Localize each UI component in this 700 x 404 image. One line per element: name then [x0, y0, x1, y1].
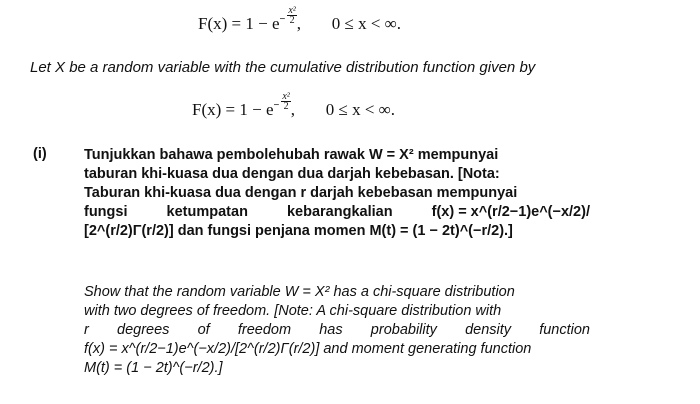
center-equation-exponent: $\frac{\text{x²}}{2}$ [282, 91, 290, 112]
english-line-4: f(x) = x^(r/2−1)e^(−x/2)/[2^(r/2)Γ(r/2)] and moment generating function [84, 341, 532, 357]
center-equation-range: 0 ≤ x < ∞. [325, 100, 396, 119]
english-line-1: Show that the random variable W = X² has a chi-square distribution [84, 284, 515, 300]
top-equation-lhs: F(x) = 1 − e [198, 14, 280, 33]
center-equation-lhs: F(x) = 1 − e [192, 100, 274, 119]
malay-line-4: fungsi ketumpatan kebarangkalian f(x) = x^(r/2−1)e^(−x/2)/ [84, 204, 590, 220]
malay-paragraph [84, 146, 590, 241]
part-label: (i) [33, 146, 47, 162]
malay-line-1: Tunjukkan bahawa pembolehubah rawak W = X² mempunyai [84, 147, 499, 163]
malay-line-2: taburan khi-kuasa dua dengan dua darjah kebebasan. [Nota: [84, 166, 500, 182]
english-line-3: r degrees of freedom has probability density function [84, 322, 590, 338]
center-equation: F(x) = 1 − e− $\frac{\text{x²}}{2}$ , 0 ≤ x < ∞. [192, 91, 396, 119]
top-equation-range: 0 ≤ x < ∞. [331, 14, 402, 33]
malay-line-3: Taburan khi-kuasa dua dengan r darjah kebebasan mempunyai [84, 185, 518, 201]
english-paragraph [84, 283, 590, 378]
top-equation: F(x) = 1 − e− $\frac{\text{x²}}{2}$ , 0 ≤ x < ∞. [198, 5, 402, 33]
english-line-5: M(t) = (1 − 2t)^(−r/2).] [84, 360, 223, 376]
english-line-2: with two degrees of freedom. [Note: A chi-square distribution with [84, 303, 502, 319]
top-equation-exponent: $\frac{\text{x²}}{2}$ [288, 5, 296, 26]
intro-text: Let X be a random variable with the cumulative distribution function given by [30, 59, 536, 76]
malay-line-5: [2^(r/2)Γ(r/2)] dan fungsi penjana momen M(t) = (1 − 2t)^(−r/2).] [84, 223, 513, 239]
